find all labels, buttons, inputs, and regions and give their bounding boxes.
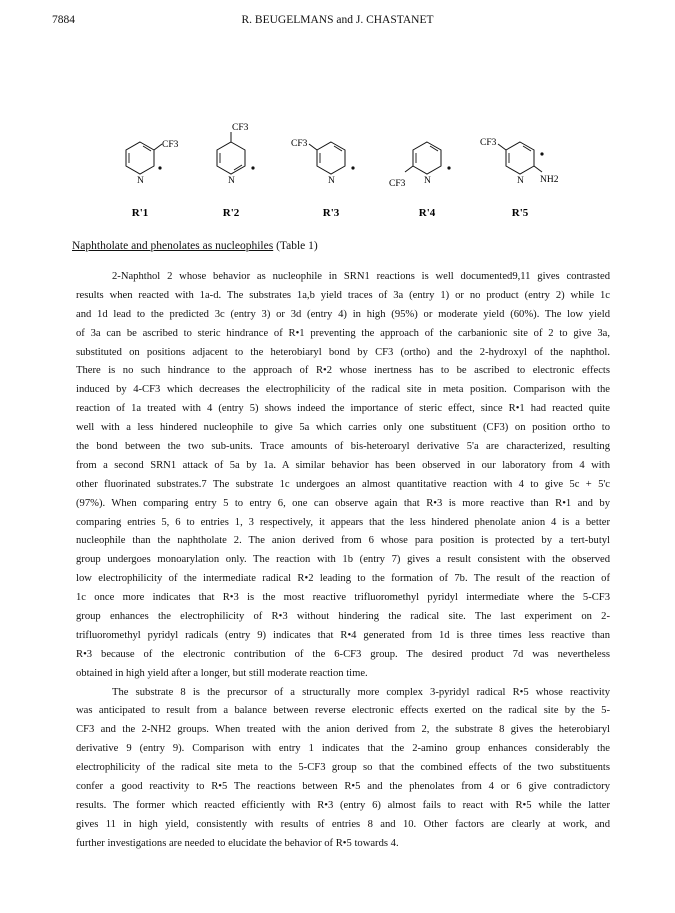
label-r5: R'5 [511,207,529,219]
running-head: R. BEUGELMANS and J. CHASTANET [241,14,434,26]
text-line: trifluoromethyl pyridyl radicals (entry 9) indicates that R•4 generated from 1d is three times less reactive than [76,629,610,641]
text-line: induced by 4-CF3 which decreases the electrophilicity of the radical site in meta position. Comparison with the [76,384,610,396]
text-line: other fluorinated substrates.7 The substrate 1c undergoes an almost quantitative reaction with 4 to give 5c + 5'c [76,478,610,490]
r2-n: N [228,176,235,186]
text-line: confer a good reactivity to R•5 The reactions between R•5 and the phenolates from 4 or 6 give contradictory [76,781,610,793]
text-line: derivative 9 (entry 9). Comparison with entry 1 indicates that the 2-amino group enhances considerably the [76,743,610,755]
text-line: obtained in high yield after a longer, but still moderate reaction time. [76,667,368,679]
text-line: of 3a can be ascribed to steric hindrance of R•1 preventing the approach of the carbanionic site of 2 to give 3a, [76,327,610,339]
text-line: well with a less hindered nucleophile to give 5a which carries only one substituent (CF3) on position ortho to [76,422,610,434]
r1-cf3: CF3 [162,140,179,150]
text-line: reaction of 1a treated with 4 (entry 5) shows indeed the importance of steric effect, since R•1 had reacted quite [76,403,610,415]
text-line: comparing entries 5, 6 to entries 1, 3 respectively, it appears that the less hindered phenolate anion 4 is a better [76,516,610,528]
label-r1: R'1 [131,207,149,219]
text-line: and 1d lead to the predicted 3c (entry 3) or 3d (entry 4) in high (95%) or moderate yield (60%). The low yield [76,308,610,320]
text-line: electrophilicity of the radical site meta to the 5-CF3 group so that the combined effects of the two substituents [76,762,610,774]
text-line: There is no such hindrance to the approach of R•2 whose inertness has to be ascribed to electronic effects [76,365,610,377]
text-line: low electrophilicity of the intermediate radical R•2 leading to the formation of 7b. The result of the reaction of [76,573,610,585]
r2-cf3: CF3 [232,123,249,133]
text-line: substituted on positions adjacent to the heterobiaryl bond by CF3 (ortho) and the 2-hydroxyl of the naphthol. [76,346,610,358]
structure-r2 [217,123,255,186]
r5-n: N [517,176,524,186]
text-line: group enhances the electrophilicity of R•3 without hindering the radical site. The last experiment on 2- [76,611,610,623]
structures-row [0,118,675,228]
structure-r5 [480,138,559,186]
section-title [72,240,318,252]
structures-figure [0,118,675,228]
page-header [52,14,623,34]
text-line: results when reacted with 1a-d. The substrates 1a,b yield traces of 3a (entry 1) or no product (entry 2) while 1c [76,289,610,301]
text-line: the bond between the two sub-units. Trace amounts of bis-heteroaryl derivative 5'a are characterized, resulting [76,441,610,453]
text-line: CF3 and the 2-NH2 groups. When treated with the anion derived from 2, the substrate 8 gives the heterobiaryl [76,724,610,736]
text-line: nucleophile than the naphtholate 2. The anion derived from 6 whose para position is protected by a tert-butyl [76,535,610,547]
structure-r1 [126,140,179,186]
text-line: 2-Naphthol 2 whose behavior as nucleophile in SRN1 reactions is well documented9,11 gives contrasted [112,271,610,282]
text-line: group undergoes monoarylation only. The reaction with 1b (entry 7) gives a result consistent with the observed [76,554,610,566]
label-r3: R'3 [322,207,340,219]
r1-n: N [137,176,144,186]
r3-cf3: CF3 [291,139,308,149]
text-line: results. The former which reacted efficiently with R•3 (entry 6) almost fails to react with R•5 while the latter [76,799,610,811]
body-text [76,268,610,854]
r4-n: N [424,176,431,186]
r5-cf3: CF3 [480,138,497,148]
section-title-suffix: (Table 1) [273,240,318,252]
text-line: from a second SRN1 attack of 5a by 1a. A similar behavior has been observed in our laboratory from 4 with [76,459,610,471]
text-line: (97%). When comparing entry 5 to entry 6, one can observe again that R•3 is more reactive than R•1 and by [76,497,610,509]
label-r4: R'4 [418,207,436,219]
text-line: The substrate 8 is the precursor of a structurally more complex 3-pyridyl radical R•5 whose reactivity [112,686,610,698]
structure-r3 [291,139,355,186]
section-title-underlined: Naphtholate and phenolates as nucleophiles [72,240,274,252]
r5-nh2: NH2 [540,175,559,185]
structure-r4 [389,142,451,189]
text-line: further investigations are needed to elucidate the behavior of R•5 towards 4. [76,837,399,849]
text-line: 1c once more indicates that R•3 is the most reactive trifluoromethyl pyridyl intermediate where the 5-CF3 [76,592,610,604]
text-line: was anticipated to result from a balance between reverse electronic effects exerted on the radical site by the 5- [76,705,610,717]
text-line: R•3 because of the electronic contribution of the 6-CF3 group. The desired product 7d was nevertheless [76,648,610,660]
text-line: gives 11 in high yield, consistently with results of entries 8 and 10. Other factors are clearly at work, and [76,818,610,830]
label-r2: R'2 [222,207,240,219]
r4-cf3: CF3 [389,179,406,189]
r3-n: N [328,176,335,186]
page-number: 7884 [52,14,75,26]
